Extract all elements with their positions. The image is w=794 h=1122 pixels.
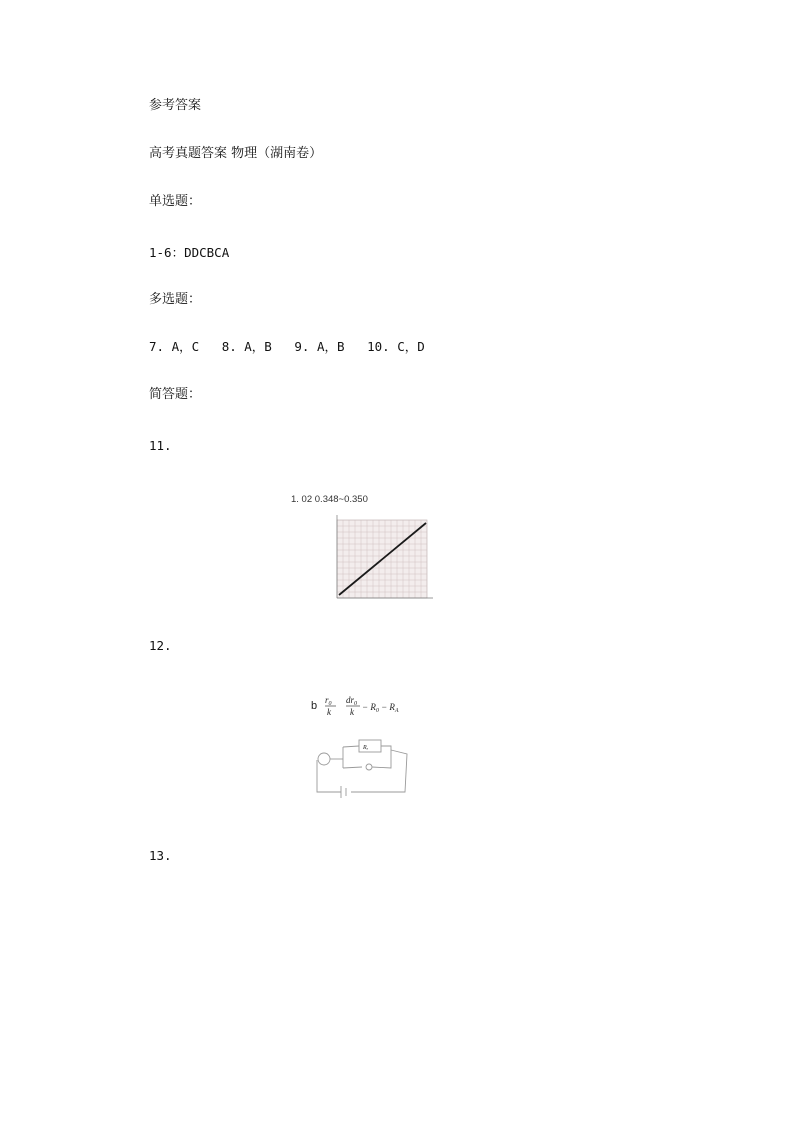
svg-text:− R0 − RA: − $R_0 - R_A$ (362, 702, 399, 714)
q11-result-text: 1. 02 0.348~0.350 (291, 494, 368, 505)
q12-figure (305, 688, 425, 804)
q12-answer-b: b (311, 700, 318, 712)
single-choice-label: 单选题： (149, 194, 202, 209)
ammeter-icon (318, 753, 330, 765)
svg-text:dr0: $dr_0$ (346, 695, 358, 707)
q13-number: 13. (149, 848, 172, 863)
svg-text:k: k (350, 707, 354, 717)
multi-choice-label: 多选题： (149, 292, 202, 307)
svg-text:r0: $r_0$ (325, 695, 332, 707)
q12-formula-and-circuit (305, 688, 425, 804)
q12-circuit-sketch (317, 740, 407, 798)
q11-figure (285, 488, 485, 610)
short-answer-label: 简答题： (149, 387, 202, 402)
multi-choice-answers: 7. A，C 8. A，B 9. A，B 10. C，D (149, 339, 425, 354)
resistor-label: Rₓ (363, 745, 369, 751)
q12-number: 12. (149, 638, 172, 653)
heading: 参考答案 (149, 98, 202, 113)
subtitle: 高考真题答案 物理（湖南卷） (149, 146, 323, 161)
svg-text:k: k (327, 707, 331, 717)
q12-formulas (311, 695, 399, 717)
q11-number: 11. (149, 438, 172, 453)
single-choice-answers: 1-6：DDCBCA (149, 245, 230, 260)
q11-graph (285, 488, 485, 610)
switch-icon (366, 764, 372, 770)
